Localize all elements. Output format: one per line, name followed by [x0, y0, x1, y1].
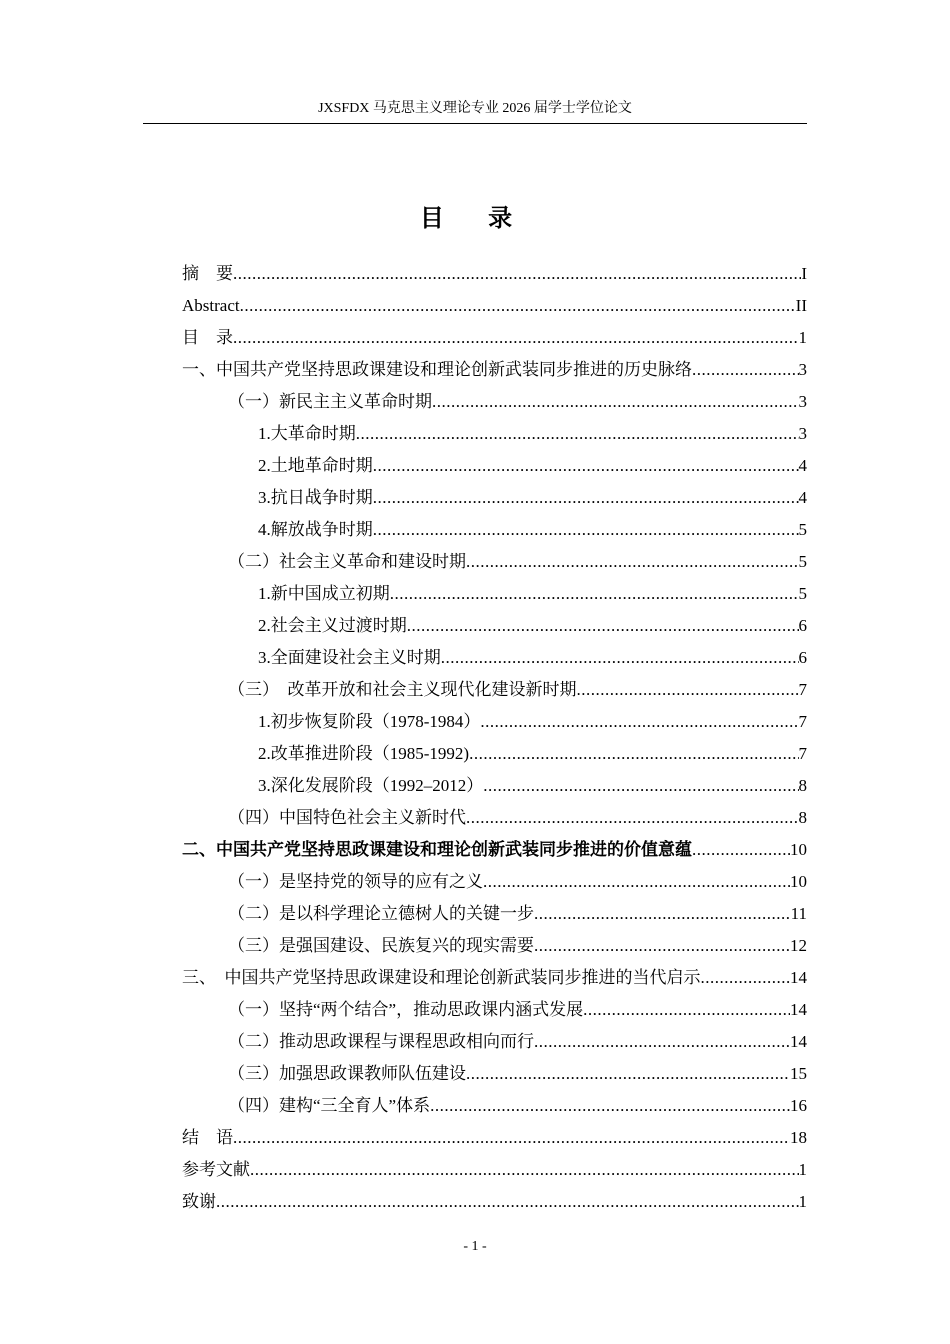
toc-entry[interactable] [182, 706, 807, 738]
toc-entry-label: 摘 要 [182, 264, 233, 283]
toc-entry[interactable] [182, 1122, 807, 1154]
toc-entry-page: II [795, 296, 807, 315]
toc-entry[interactable] [182, 770, 807, 802]
toc-dot-leader [233, 258, 801, 290]
toc-dot-leader [577, 674, 799, 706]
toc-entry-page: 6 [798, 616, 807, 635]
toc-dot-leader [692, 354, 799, 386]
toc-dot-leader [534, 930, 790, 962]
toc-entry-page: 10 [790, 872, 807, 891]
toc-entry[interactable] [182, 258, 807, 290]
toc-entry-page: 1 [798, 328, 807, 347]
toc-dot-leader [233, 322, 799, 354]
toc-dot-leader [373, 482, 799, 514]
toc-entry[interactable] [182, 1090, 807, 1122]
toc-dot-leader [534, 898, 791, 930]
toc-dot-leader [583, 994, 790, 1026]
toc-dot-leader [483, 866, 790, 898]
toc-entry-label: （一）坚持“两个结合”，推动思政课内涵式发展 [228, 1000, 584, 1019]
toc-dot-leader [466, 1058, 790, 1090]
toc-entry-page: 1 [798, 1192, 807, 1211]
table-of-contents [182, 258, 807, 1218]
toc-entry-page: 8 [798, 776, 807, 795]
running-header: JXSFDX 马克思主义理论专业 2026 届学士学位论文 [318, 101, 632, 116]
toc-entry-page: 14 [790, 968, 807, 987]
toc-entry[interactable] [182, 386, 807, 418]
toc-entry-label: 2.改革推进阶段（1985-1992) [258, 744, 470, 763]
toc-entry-page: 1 [798, 1160, 807, 1179]
toc-entry-label: 4.解放战争时期 [258, 520, 373, 539]
toc-entry[interactable] [182, 898, 807, 930]
toc-entry-label: 2.土地革命时期 [258, 456, 373, 475]
toc-entry[interactable] [182, 962, 807, 994]
toc-entry-page: 14 [790, 1000, 807, 1019]
toc-entry-label: （二）推动思政课程与课程思政相向而行 [228, 1032, 534, 1051]
toc-dot-leader [701, 962, 791, 994]
toc-entry-label: （二）是以科学理论立德树人的关键一步 [228, 904, 534, 923]
toc-entry-label: 二、中国共产党坚持思政课建设和理论创新武装同步推进的价值意蕴 [182, 840, 692, 859]
toc-entry-page: I [801, 264, 807, 283]
toc-entry-page: 7 [798, 744, 807, 763]
toc-entry-page: 11 [790, 904, 807, 923]
toc-entry-page: 8 [798, 808, 807, 827]
toc-dot-leader [233, 1122, 790, 1154]
toc-entry-page: 5 [798, 584, 807, 603]
toc-entry-page: 18 [790, 1128, 807, 1147]
toc-dot-leader [480, 706, 798, 738]
toc-dot-leader [390, 578, 799, 610]
toc-entry[interactable] [182, 546, 807, 578]
toc-entry-label: 2.社会主义过渡时期 [258, 616, 407, 635]
toc-entry-label: 1.初步恢复阶段（1978-1984） [258, 712, 481, 731]
toc-entry-page: 3 [798, 424, 807, 443]
toc-dot-leader [469, 738, 798, 770]
toc-entry-page: 6 [798, 648, 807, 667]
toc-dot-leader [430, 1090, 790, 1122]
toc-entry[interactable] [182, 578, 807, 610]
toc-entry[interactable] [182, 514, 807, 546]
toc-entry[interactable] [182, 866, 807, 898]
toc-entry[interactable] [182, 610, 807, 642]
toc-entry-label: 三、 中国共产党坚持思政课建设和理论创新武装同步推进的当代启示 [182, 968, 701, 987]
toc-entry-label: （二）社会主义革命和建设时期 [228, 552, 466, 571]
toc-entry-label: （三） 改革开放和社会主义现代化建设新时期 [228, 680, 577, 699]
toc-entry-page: 7 [798, 680, 807, 699]
toc-entry[interactable] [182, 994, 807, 1026]
toc-entry-label: 3.深化发展阶段（1992–2012） [258, 776, 484, 795]
toc-entry-page: 16 [790, 1096, 807, 1115]
toc-entry[interactable] [182, 418, 807, 450]
toc-entry-page: 15 [790, 1064, 807, 1083]
toc-dot-leader [240, 290, 796, 322]
toc-dot-leader [466, 802, 799, 834]
toc-entry-label: 1.大革命时期 [258, 424, 356, 443]
toc-entry-page: 3 [798, 392, 807, 411]
toc-entry[interactable] [182, 1026, 807, 1058]
toc-entry-page: 7 [798, 712, 807, 731]
toc-entry-page: 12 [790, 936, 807, 955]
toc-dot-leader [407, 610, 799, 642]
toc-entry-page: 4 [798, 456, 807, 475]
toc-entry-label: （一）是坚持党的领导的应有之义 [228, 872, 483, 891]
toc-entry-page: 10 [790, 840, 807, 859]
toc-entry[interactable] [182, 1154, 807, 1186]
toc-dot-leader [692, 834, 790, 866]
toc-entry-page: 3 [798, 360, 807, 379]
toc-entry-label: 1.新中国成立初期 [258, 584, 390, 603]
toc-entry-page: 14 [790, 1032, 807, 1051]
header-divider [143, 123, 807, 124]
toc-dot-leader [356, 418, 799, 450]
toc-entry-label: 一、中国共产党坚持思政课建设和理论创新武装同步推进的历史脉络 [182, 360, 692, 379]
toc-entry[interactable] [182, 1058, 807, 1090]
toc-dot-leader [432, 386, 799, 418]
toc-entry[interactable] [182, 802, 807, 834]
toc-entry[interactable] [182, 322, 807, 354]
toc-entry[interactable] [182, 642, 807, 674]
toc-entry[interactable] [182, 738, 807, 770]
toc-entry-page: 4 [798, 488, 807, 507]
toc-entry[interactable] [182, 1186, 807, 1218]
toc-entry-label: （四）中国特色社会主义新时代 [228, 808, 466, 827]
toc-entry-label: Abstract [182, 296, 240, 315]
toc-entry-label: （三）是强国建设、民族复兴的现实需要 [228, 936, 534, 955]
toc-entry[interactable] [182, 674, 807, 706]
toc-dot-leader [250, 1154, 799, 1186]
toc-entry-label: 3.抗日战争时期 [258, 488, 373, 507]
toc-dot-leader [441, 642, 799, 674]
toc-entry[interactable] [182, 482, 807, 514]
toc-title: 目 录 [419, 204, 531, 232]
page-number: - 1 - [463, 1239, 487, 1254]
toc-entry-page: 5 [798, 552, 807, 571]
toc-entry[interactable] [182, 290, 807, 322]
toc-entry-label: （三）加强思政课教师队伍建设 [228, 1064, 466, 1083]
toc-dot-leader [534, 1026, 790, 1058]
toc-dot-leader [216, 1186, 799, 1218]
toc-entry-label: 结 语 [182, 1128, 233, 1147]
toc-entry-page: 5 [798, 520, 807, 539]
toc-entry[interactable] [182, 834, 807, 866]
toc-entry[interactable] [182, 354, 807, 386]
toc-dot-leader [483, 770, 798, 802]
toc-entry-label: 致谢 [182, 1192, 216, 1211]
toc-dot-leader [373, 514, 799, 546]
toc-entry-label: 3.全面建设社会主义时期 [258, 648, 441, 667]
toc-entry[interactable] [182, 450, 807, 482]
toc-entry-label: 参考文献 [182, 1160, 250, 1179]
toc-entry-label: （四）建构“三全育人”体系 [228, 1096, 431, 1115]
toc-entry-label: （一）新民主主义革命时期 [228, 392, 432, 411]
toc-dot-leader [466, 546, 799, 578]
toc-entry[interactable] [182, 930, 807, 962]
toc-dot-leader [373, 450, 799, 482]
toc-entry-label: 目 录 [182, 328, 233, 347]
